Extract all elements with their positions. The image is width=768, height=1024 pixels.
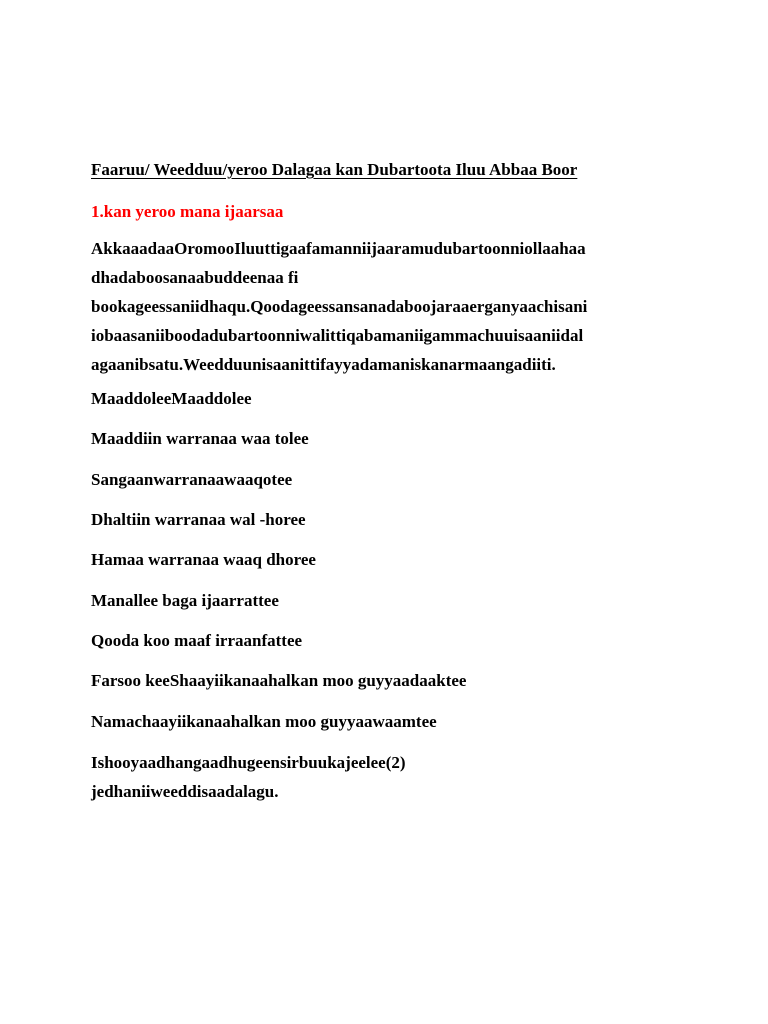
verse-line: Sangaanwarranaawaaqotee: [91, 470, 293, 489]
section-heading: 1.kan yeroo mana ijaarsaa: [91, 202, 284, 221]
intro-line: bookageessaniidhaqu.Qoodageessansanadaboojaraaerganyaachisani: [91, 297, 588, 316]
verse-line: Namachaayiikanaahalkan moo guyyaawaamtee: [91, 712, 437, 731]
document-title: Faaruu/ Weedduu/yeroo Dalagaa kan Dubartoota Iluu Abbaa Boor: [91, 160, 578, 179]
intro-paragraph: [91, 234, 701, 379]
verse-line: Maaddiin warranaa waa tolee: [91, 429, 309, 448]
verse-line: Farsoo keeShaayiikanaahalkan moo guyyaadaaktee: [91, 671, 467, 690]
verse-line: Hamaa warranaa waaq dhoree: [91, 550, 316, 569]
intro-line: AkkaaadaaOromooIluuttigaafamanniijaaramudubartoonniollaahaa: [91, 239, 586, 258]
verse-line: Qooda koo maaf irraanfattee: [91, 631, 303, 650]
closing-line: jedhaniiweeddisaadalagu.: [91, 782, 279, 801]
intro-line: dhadaboosanaabuddeenaa fi: [91, 268, 299, 287]
verse-line: Manallee baga ijaarrattee: [91, 591, 279, 610]
intro-line: iobaasaniiboodadubartoonniwalittiqabamaniigammachuuisaaniidal: [91, 326, 584, 345]
verse-line: Dhaltiin warranaa wal -horee: [91, 510, 306, 529]
closing-line: Ishooyaadhangaadhugeensirbuukajeelee(2): [91, 753, 406, 772]
intro-line: agaanibsatu.Weedduunisaanittifayyadamaniskanarmaangadiiti.: [91, 355, 556, 374]
closing-paragraph: [91, 748, 701, 806]
verse-line: MaaddoleeMaaddolee: [91, 389, 252, 408]
